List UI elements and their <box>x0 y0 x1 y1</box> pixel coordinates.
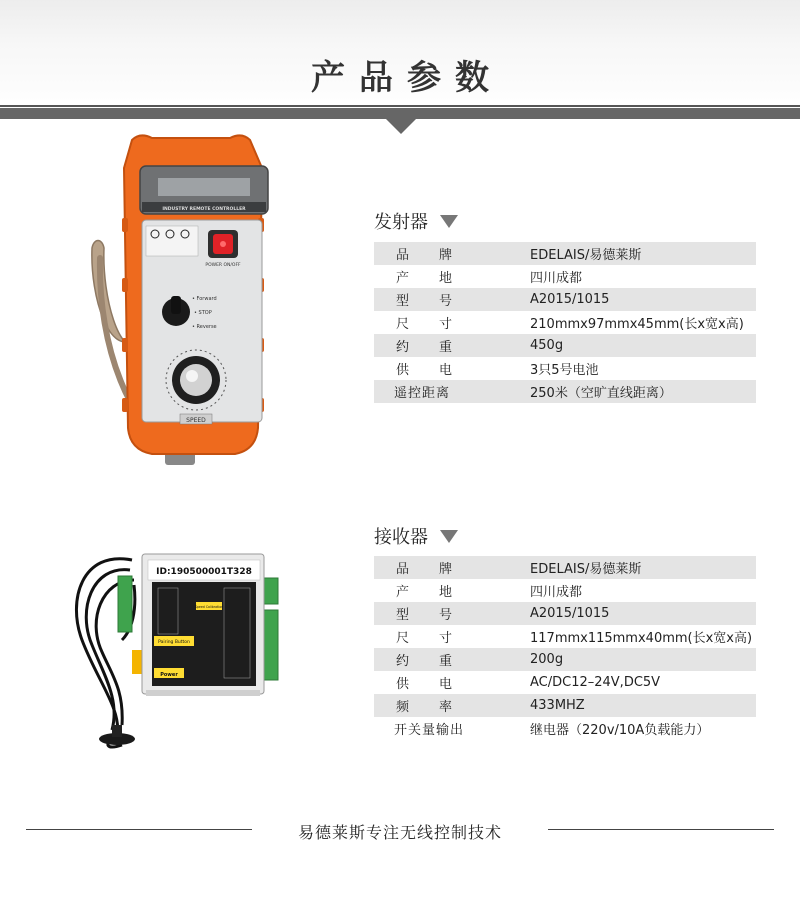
down-triangle-icon <box>440 530 458 543</box>
forward-label: • Forward <box>192 296 217 302</box>
spec-value: 继电器（220v/10A负载能力） <box>530 723 710 738</box>
spec-key: 开关量输出 <box>394 723 465 738</box>
spec-value: 200g <box>530 652 564 667</box>
spec-row <box>374 671 756 694</box>
spec-value: 250米（空旷直线距离） <box>530 386 672 401</box>
brand-plate-label: INDUSTRY REMOTE CONTROLLER <box>162 207 246 212</box>
spec-value: A2015/1015 <box>530 606 610 621</box>
spec-key: 产 <box>396 585 410 600</box>
spec-key: 频 <box>396 700 410 715</box>
down-arrow-icon <box>386 119 416 134</box>
spec-key: 尺 <box>396 631 410 646</box>
spec-key: 电 <box>438 363 452 378</box>
receiver-spec-table <box>374 556 756 740</box>
header-divider-bar <box>0 108 800 119</box>
spec-key: 牌 <box>438 562 452 577</box>
spec-row <box>374 648 756 671</box>
spec-value: 433MHZ <box>530 698 585 713</box>
spec-key: 尺 <box>396 317 410 332</box>
spec-key: 约 <box>396 340 410 355</box>
spec-key: 遥控距离 <box>394 386 451 401</box>
spec-key: 地 <box>438 585 452 600</box>
speed-calibration-label: Speed Calibration <box>194 605 224 609</box>
spec-key: 重 <box>438 654 452 669</box>
spec-value: 四川成都 <box>530 271 583 286</box>
stop-label: • STOP <box>194 310 212 316</box>
spec-key: 率 <box>438 700 452 715</box>
spec-row <box>374 334 756 357</box>
header-divider <box>0 105 800 107</box>
footer-rule-right <box>548 829 774 830</box>
spec-key: 型 <box>396 608 410 623</box>
page-title: 产品参数 <box>311 58 503 98</box>
spec-row <box>374 694 756 717</box>
spec-row <box>374 265 756 288</box>
power-label: POWER ON/OFF <box>205 263 241 268</box>
power-label: Power <box>160 672 178 678</box>
spec-row <box>374 579 756 602</box>
spec-row <box>374 625 756 648</box>
spec-key: 寸 <box>438 631 452 646</box>
spec-value: 117mmx115mmx40mm(长x宽x高) <box>530 631 753 646</box>
footer-slogan: 易德莱斯专注无线控制技术 <box>297 823 502 842</box>
spec-key: 供 <box>396 363 410 378</box>
down-triangle-icon <box>440 215 458 228</box>
spec-row <box>374 380 756 403</box>
pairing-button-label: Pairing Button <box>158 640 190 645</box>
spec-value: AC/DC12–24V,DC5V <box>530 675 661 690</box>
spec-value: A2015/1015 <box>530 292 610 307</box>
spec-key: 约 <box>396 654 410 669</box>
spec-value: 3只5号电池 <box>530 363 599 378</box>
spec-value: 210mmx97mmx45mm(长x宽x高) <box>530 317 744 332</box>
transmitter-section-title <box>374 208 458 234</box>
spec-key: 号 <box>438 294 452 309</box>
receiver-section-title <box>374 523 458 549</box>
spec-row <box>374 242 756 265</box>
spec-row <box>374 288 756 311</box>
transmitter-spec-table <box>374 242 756 403</box>
spec-row <box>374 311 756 334</box>
spec-value: 450g <box>530 338 564 353</box>
spec-key: 品 <box>396 248 410 263</box>
spec-value: EDELAIS/易德莱斯 <box>530 562 642 577</box>
spec-key: 重 <box>438 340 452 355</box>
spec-key: 电 <box>438 677 452 692</box>
reverse-label: • Reverse <box>192 324 217 330</box>
spec-key: 品 <box>396 562 410 577</box>
spec-row <box>374 602 756 625</box>
header-band <box>0 0 800 112</box>
spec-key: 号 <box>438 608 452 623</box>
receiver-image <box>62 540 287 750</box>
spec-key: 寸 <box>438 317 452 332</box>
spec-row <box>374 717 756 740</box>
transmitter-title-text: 发射器 <box>374 212 428 233</box>
spec-row <box>374 556 756 579</box>
transmitter-image <box>80 128 280 473</box>
spec-key: 型 <box>396 294 410 309</box>
spec-value: EDELAIS/易德莱斯 <box>530 248 642 263</box>
spec-value: 四川成都 <box>530 585 583 600</box>
spec-row <box>374 357 756 380</box>
receiver-id-label: ID:190500001T328 <box>156 567 252 577</box>
speed-label: SPEED <box>186 417 206 424</box>
receiver-title-text: 接收器 <box>374 527 428 548</box>
spec-key: 地 <box>438 271 452 286</box>
spec-key: 牌 <box>438 248 452 263</box>
spec-key: 供 <box>396 677 410 692</box>
spec-key: 产 <box>396 271 410 286</box>
